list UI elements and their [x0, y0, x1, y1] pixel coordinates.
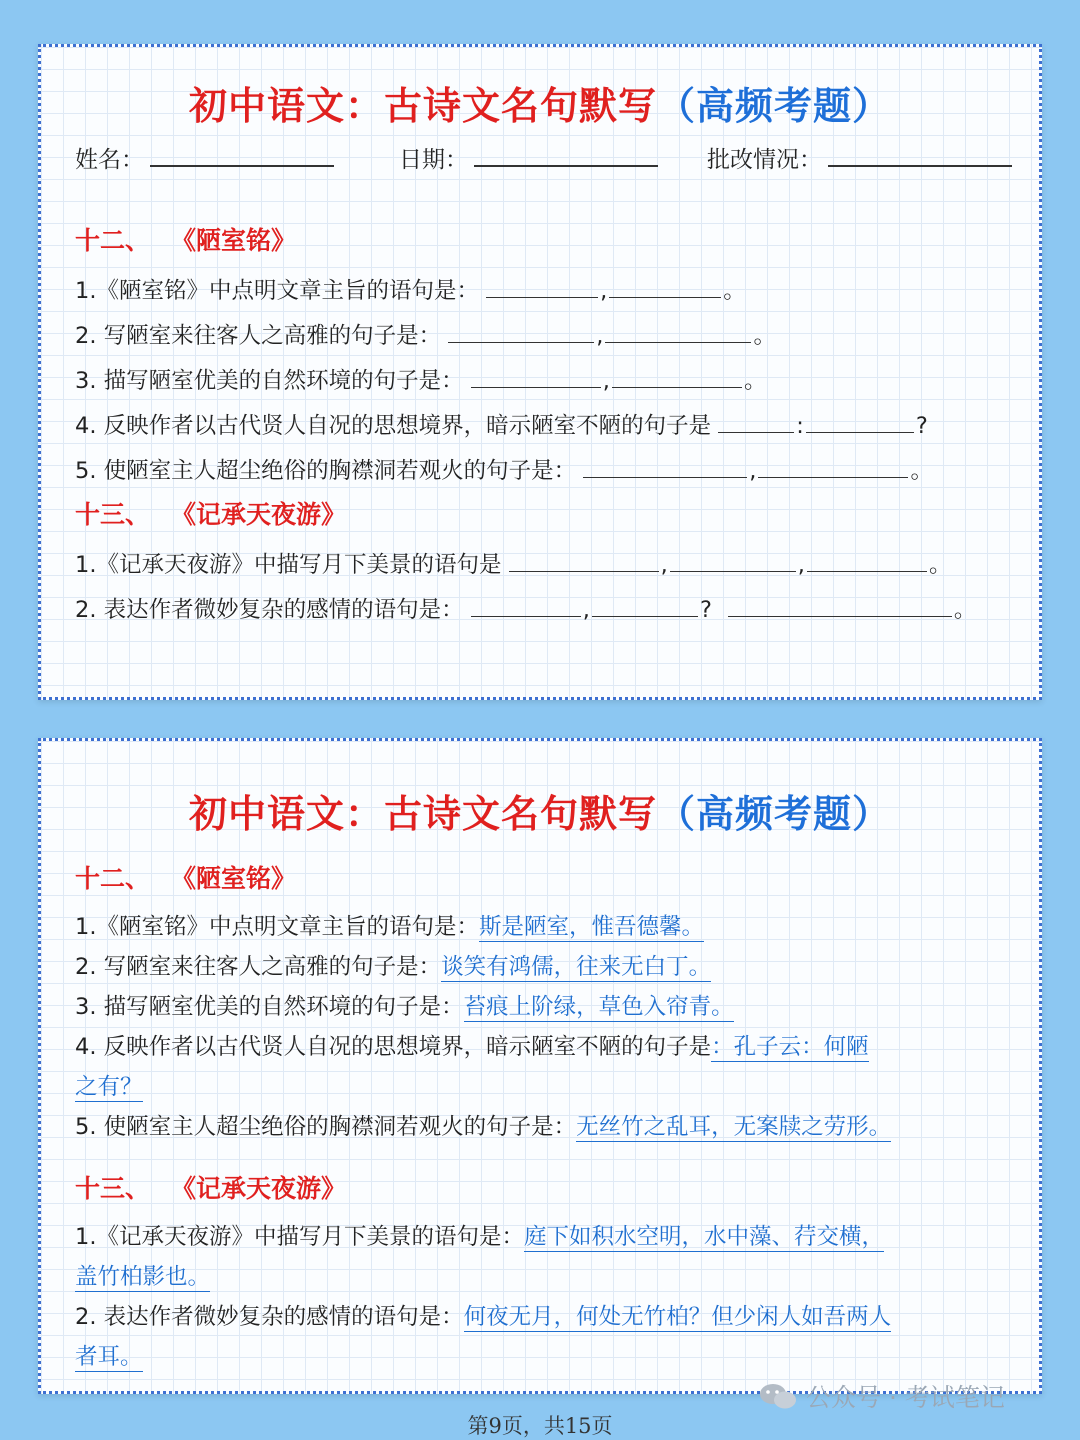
- question-text: 3. 描写陋室优美的自然环境的句子是：: [75, 994, 464, 1020]
- section-title: 《记承天夜游》: [171, 1174, 347, 1203]
- question-text: 5. 使陋室主人超尘绝俗的胸襟洞若观火的句子是：: [75, 458, 577, 484]
- section-title: 《陋室铭》: [171, 226, 297, 255]
- question-text: 2. 表达作者微妙复杂的感情的语句是：: [75, 597, 464, 623]
- page-title: [41, 783, 1039, 838]
- section-12-heading: [75, 221, 296, 257]
- question-12-4: 4. 反映作者以古代贤人自况的思想境界，暗示陋室不陋的句子是 : ?: [75, 413, 928, 439]
- title-main: 初中语文：古诗文名句默写: [188, 84, 657, 128]
- question-text: 4. 反映作者以古代贤人自况的思想境界，暗示陋室不陋的句子是: [75, 1034, 712, 1060]
- section-number: 十三、: [75, 1174, 151, 1203]
- answer-blank[interactable]: [806, 412, 914, 433]
- title-tag: （高频考题）: [657, 792, 892, 836]
- answer-blank[interactable]: [486, 277, 598, 298]
- question-12-5: 5. 使陋室主人超尘绝俗的胸襟洞若观火的句子是： , 。: [75, 458, 933, 484]
- name-field: [75, 141, 334, 174]
- answer-text: 何夜无月，何处无竹柏？但少闲人如吾两人: [463, 1304, 892, 1330]
- name-blank[interactable]: [150, 143, 334, 167]
- page-title: [41, 75, 1039, 130]
- section-number: 十二、: [75, 226, 151, 255]
- question-text: 5. 使陋室主人超尘绝俗的胸襟洞若观火的句子是：: [75, 1114, 577, 1140]
- question-text: 1.《陋室铭》中点明文章主旨的语句是：: [75, 914, 479, 940]
- answer-key-card: [38, 738, 1042, 1394]
- answer-12-5: [75, 1109, 891, 1141]
- question-text: 1.《记承天夜游》中描写月下美景的语句是：: [75, 1224, 524, 1250]
- answer-blank[interactable]: [583, 457, 747, 478]
- question-text: 1.《陋室铭》中点明文章主旨的语句是：: [75, 278, 479, 304]
- answer-12-2: [75, 949, 711, 981]
- title-main: 初中语文：古诗文名句默写: [188, 792, 657, 836]
- answer-blank[interactable]: [471, 596, 581, 617]
- wechat-icon: [758, 1381, 798, 1411]
- section-title: 《陋室铭》: [171, 864, 297, 893]
- question-12-3: 3. 描写陋室优美的自然环境的句子是： , 。: [75, 368, 767, 394]
- answer-blank[interactable]: [605, 322, 751, 343]
- grading-blank[interactable]: [828, 143, 1012, 167]
- answer-13-2: [75, 1299, 891, 1331]
- answer-blank[interactable]: [728, 596, 952, 617]
- answer-13-1: [75, 1219, 884, 1251]
- grading-label: 批改情况：: [707, 147, 822, 173]
- answer-blank[interactable]: [448, 322, 594, 343]
- answer-12-4-cont: [75, 1069, 143, 1101]
- date-label: 日期：: [399, 147, 468, 173]
- section-number: 十二、: [75, 864, 151, 893]
- answer-blank[interactable]: [718, 412, 794, 433]
- answer-12-1: [75, 909, 704, 941]
- question-13-2: 2. 表达作者微妙复杂的感情的语句是： , ? 。: [75, 597, 977, 623]
- question-text: 2. 表达作者微妙复杂的感情的语句是：: [75, 1304, 464, 1330]
- answer-blank[interactable]: [592, 596, 698, 617]
- answer-text: 苔痕上阶绿，草色入帘青。: [463, 994, 734, 1020]
- question-13-1: 1.《记承天夜游》中描写月下美景的语句是 , , 。: [75, 552, 952, 578]
- answer-text: 之有？: [75, 1074, 143, 1100]
- answer-13-2-cont: [75, 1339, 143, 1371]
- answer-blank[interactable]: [807, 551, 927, 572]
- answer-text: 斯是陋室，惟吾德馨。: [478, 914, 704, 940]
- section-13-heading: [75, 495, 346, 531]
- answer-text: 庭下如积水空明，水中藻、荇交横，: [523, 1224, 884, 1250]
- section-title: 《记承天夜游》: [171, 500, 347, 529]
- question-12-1: 1.《陋室铭》中点明文章主旨的语句是： , 。: [75, 278, 746, 304]
- question-12-2: 2. 写陋室来往客人之高雅的句子是： , 。: [75, 323, 776, 349]
- answer-blank[interactable]: [509, 551, 659, 572]
- watermark: [758, 1378, 1005, 1414]
- answer-blank[interactable]: [609, 277, 721, 298]
- answer-text: 无丝竹之乱耳，无案牍之劳形。: [576, 1114, 892, 1140]
- grading-field: [707, 141, 1012, 174]
- question-text: 2. 写陋室来往客人之高雅的句子是：: [75, 954, 442, 980]
- answer-blank[interactable]: [471, 367, 601, 388]
- section-number: 十三、: [75, 500, 151, 529]
- answer-text: 盖竹柏影也。: [75, 1264, 211, 1290]
- answer-12-3: [75, 989, 734, 1021]
- question-text: 2. 写陋室来往客人之高雅的句子是：: [75, 323, 442, 349]
- watermark-text: 公众号 · 考试笔记: [806, 1383, 1005, 1412]
- section-12-heading: [75, 859, 296, 895]
- question-text: 1.《记承天夜游》中描写月下美景的语句是: [75, 552, 502, 578]
- answer-13-1-cont: [75, 1259, 210, 1291]
- page-footer: 第9页，共15页: [467, 1414, 613, 1438]
- answer-blank[interactable]: [670, 551, 796, 572]
- answer-blank[interactable]: [758, 457, 908, 478]
- title-tag: （高频考题）: [657, 84, 892, 128]
- question-text: 4. 反映作者以古代贤人自况的思想境界，暗示陋室不陋的句子是: [75, 413, 712, 439]
- date-blank[interactable]: [474, 143, 658, 167]
- worksheet-card: [38, 44, 1042, 700]
- answer-12-4: [75, 1029, 869, 1061]
- name-label: 姓名：: [75, 147, 144, 173]
- answer-text: 者耳。: [75, 1344, 143, 1370]
- answer-blank[interactable]: [612, 367, 742, 388]
- answer-text: 谈笑有鸿儒，往来无白丁。: [441, 954, 712, 980]
- question-text: 3. 描写陋室优美的自然环境的句子是：: [75, 368, 464, 394]
- section-13-heading: [75, 1169, 346, 1205]
- answer-text: ：孔子云：何陋: [711, 1034, 869, 1060]
- date-field: [399, 141, 658, 174]
